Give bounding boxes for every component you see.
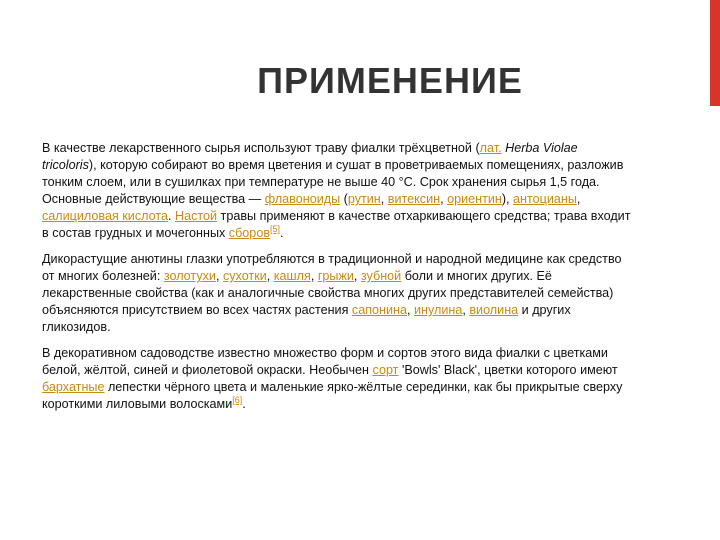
text: ( (340, 192, 348, 206)
link-flavonoids[interactable]: флавоноиды (264, 192, 341, 206)
text: В качестве лекарственного сырья используют траву фиалки трёхцветной ( (42, 141, 480, 155)
slide-body (42, 140, 632, 422)
paragraph-gardening (42, 345, 632, 413)
reference-5[interactable]: [5] (270, 223, 281, 234)
text: лепестки чёрного цвета и маленькие ярко-жёлтые серединки, как бы прикрытые сверху короткими лиловыми волосками (42, 380, 623, 411)
link-lat[interactable]: лат. (479, 141, 502, 155)
link-rutin[interactable]: рутин (347, 192, 381, 206)
link-toothache[interactable]: зубной (360, 269, 402, 283)
link-consumption[interactable]: сухотки (222, 269, 267, 283)
link-inulin[interactable]: инулина (414, 303, 463, 317)
text: , (380, 192, 388, 206)
link-cough[interactable]: кашля (273, 269, 311, 283)
link-collections[interactable]: сборов (228, 226, 271, 240)
slide-title: ПРИМЕНЕНИЕ (257, 60, 523, 101)
text: боли и многих других. Её лекарственные свойства (как и аналогичные свойства многих других представителей семейства) объясняются присутствием во всех частях растения (42, 269, 614, 317)
text: Дикорастущие анютины глазки употребляются в традиционной и народной медицине как средство от многих болезней: (42, 252, 622, 283)
paragraph-folk-medicine (42, 251, 632, 336)
text: и других гликозидов. (42, 303, 571, 334)
text: . (242, 397, 246, 411)
text: ), (501, 192, 514, 206)
link-hernia[interactable]: грыжи (317, 269, 354, 283)
link-salicylic-acid[interactable]: салициловая кислота (42, 209, 168, 223)
latin-name: Herba Violae tricoloris (42, 141, 578, 172)
text: , (440, 192, 448, 206)
text: , (353, 269, 361, 283)
text: , (310, 269, 318, 283)
text: , (407, 303, 414, 317)
paragraph-raw-material (42, 140, 632, 242)
link-cultivar[interactable]: сорт (372, 363, 399, 377)
text: . (168, 209, 175, 223)
text: 'Bowls' Black', цветки которого имеют (398, 363, 618, 377)
text: . (280, 226, 284, 240)
text: ), которую собирают во время цветения и сушат в проветриваемых помещениях, разложив тонким слоем, или в сушилках при температуре не выше 40 °С. Срок хранения сырья 1,5 года. Основные действующие вещества — (42, 158, 624, 206)
link-scrofula[interactable]: золотухи (163, 269, 216, 283)
text: , (266, 269, 274, 283)
link-vitexin[interactable]: витексин (387, 192, 441, 206)
reference-6[interactable]: [6] (232, 394, 243, 405)
link-saponin[interactable]: сапонина (351, 303, 407, 317)
link-infusion[interactable]: Настой (175, 209, 218, 223)
text: травы применяют в качестве отхаркивающего средства; трава входит в состав грудных и мочегонных (42, 209, 631, 240)
text: В декоративном садоводстве известно множество форм и сортов этого вида фиалки с цветками белой, жёлтой, синей и фиолетовой окраски. Необычен (42, 346, 608, 377)
text: , (215, 269, 223, 283)
text: , (576, 192, 581, 206)
text: , (462, 303, 470, 317)
link-anthocyanins[interactable]: антоцианы (513, 192, 577, 206)
link-violin[interactable]: виолина (469, 303, 519, 317)
link-velvety[interactable]: бархатные (42, 380, 105, 394)
link-orientin[interactable]: ориентин (447, 192, 502, 206)
